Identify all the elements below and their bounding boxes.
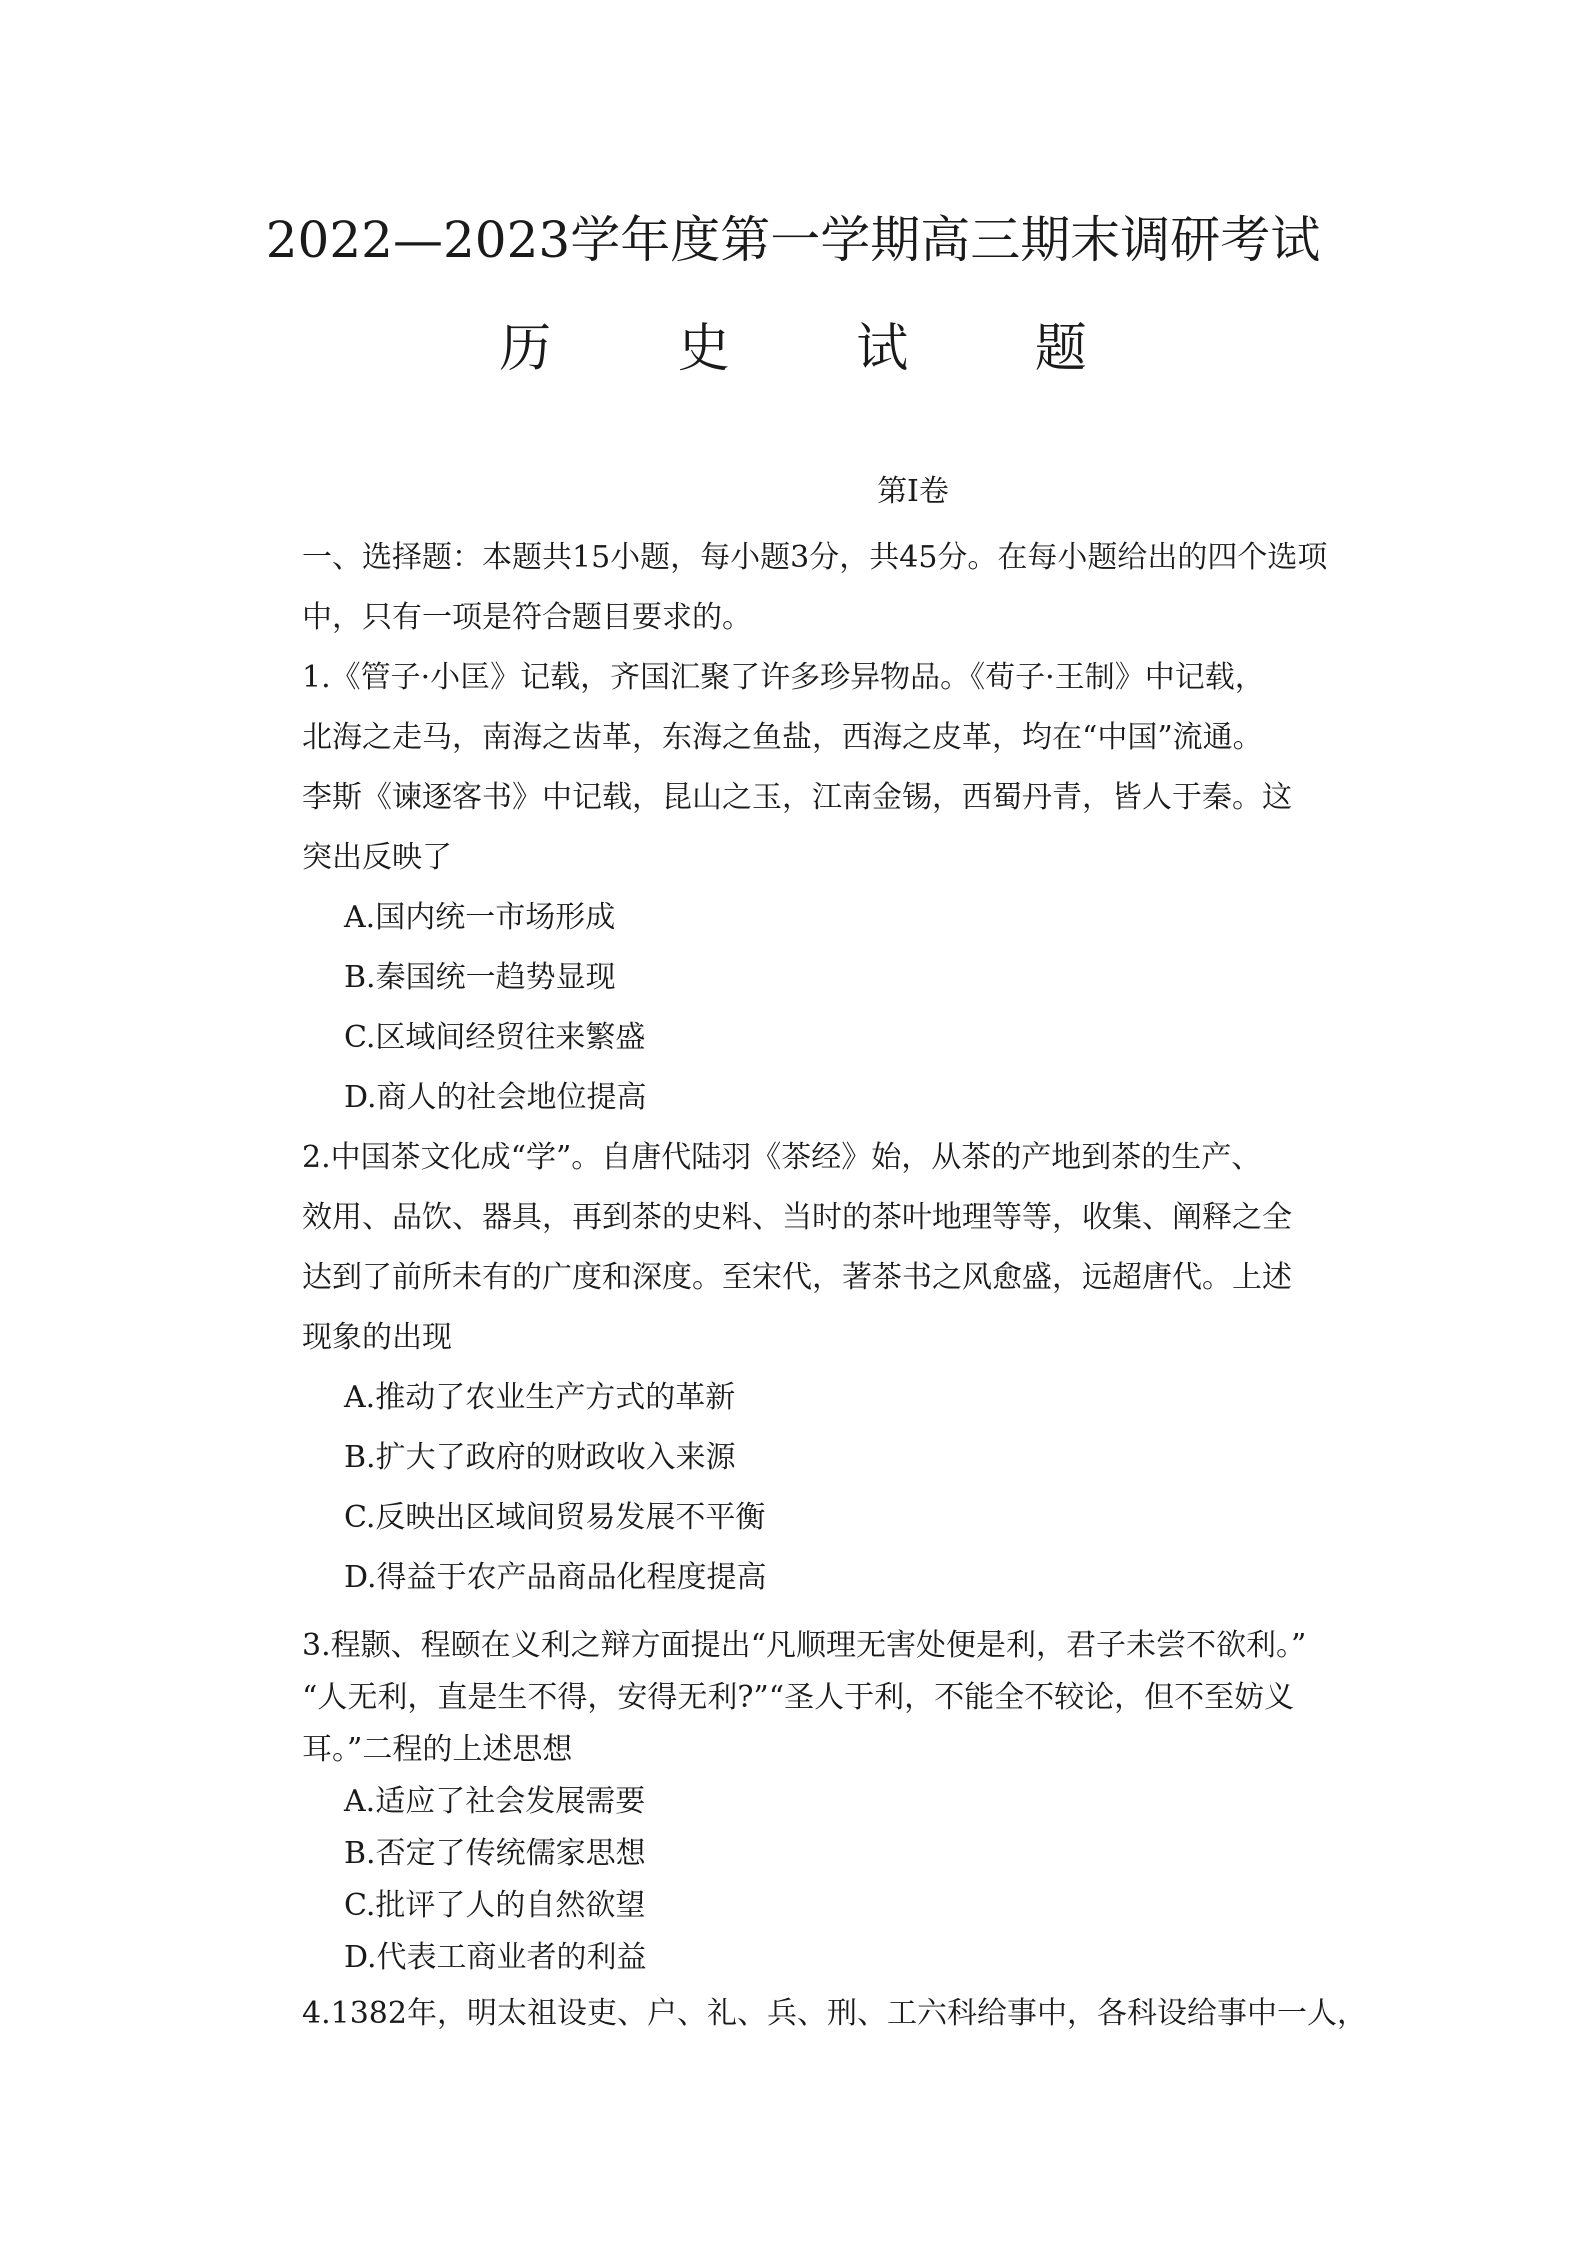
question-4 — [302, 1984, 1367, 2044]
option-b: B.扩大了政府的财政收入来源 — [344, 1440, 736, 1475]
option-d: D.商人的社会地位提高 — [344, 1080, 647, 1115]
stem-line: 现象的出现 — [302, 1320, 452, 1355]
section-intro-line: 中，只有一项是符合题目要求的。 — [302, 600, 752, 635]
stem-line: 1.《管子·小匡》记载，齐国汇聚了许多珍异物品。《荀子·王制》中记载， — [302, 660, 1265, 695]
question-stem — [302, 1984, 1367, 2044]
stem-line: 4.1382年，明太祖设吏、户、礼、兵、刑、工六科给事中，各科设给事中一人， — [302, 1996, 1367, 2031]
stem-line: 达到了前所未有的广度和深度。至宋代，著茶书之风愈盛，远超唐代。上述 — [302, 1260, 1292, 1295]
option-c: C.区域间经贸往来繁盛 — [344, 1020, 646, 1055]
stem-line: 3.程颢、程颐在义利之辩方面提出“凡顺理无害处便是利，君子未尝不欲利。” — [302, 1628, 1307, 1663]
stem-line: 北海之走马，南海之齿革，东海之鱼盐，西海之皮革，均在“中国”流通。 — [302, 720, 1263, 755]
option-b: B.否定了传统儒家思想 — [344, 1836, 646, 1871]
question-stem — [302, 1128, 1342, 1368]
exam-title: 2022—2023学年度第一学期高三期末调研考试 — [265, 211, 1321, 269]
option-d: D.代表工商业者的利益 — [344, 1940, 647, 1975]
subject-title: 历 史 试 题 — [499, 319, 1142, 379]
stem-line: “人无利，直是生不得，安得无利?”“圣人于利，不能全不较论，但不至妨义 — [302, 1680, 1295, 1715]
question-stem — [302, 648, 1342, 888]
exam-body — [302, 528, 1367, 2044]
question-3 — [302, 1620, 1342, 1984]
section-intro-line: 一、选择题：本题共15小题，每小题3分，共45分。在每小题给出的四个选项 — [302, 540, 1328, 575]
question-stem — [302, 1620, 1342, 1776]
option-a: A.推动了农业生产方式的革新 — [344, 1380, 736, 1415]
question-2 — [302, 1128, 1342, 1608]
option-b: B.秦国统一趋势显现 — [344, 960, 616, 995]
stem-line: 效用、品饮、器具，再到茶的史料、当时的茶叶地理等等，收集、阐释之全 — [302, 1200, 1292, 1235]
stem-line: 2.中国茶文化成“学”。自唐代陆羽《茶经》始，从茶的产地到茶的生产、 — [302, 1140, 1262, 1175]
section-intro — [302, 528, 1342, 648]
option-c: C.批评了人的自然欲望 — [344, 1888, 646, 1923]
option-a: A.国内统一市场形成 — [344, 900, 616, 935]
option-c: C.反映出区域间贸易发展不平衡 — [344, 1500, 766, 1535]
stem-line: 突出反映了 — [302, 840, 452, 875]
option-a: A.适应了社会发展需要 — [344, 1784, 646, 1819]
volume-label: 第Ⅰ卷 — [877, 474, 949, 509]
stem-line: 耳。”二程的上述思想 — [302, 1732, 573, 1767]
option-d: D.得益于农产品商品化程度提高 — [344, 1560, 767, 1595]
question-1 — [302, 648, 1342, 1128]
stem-line: 李斯《谏逐客书》中记载，昆山之玉，江南金锡，西蜀丹青，皆人于秦。这 — [302, 780, 1292, 815]
